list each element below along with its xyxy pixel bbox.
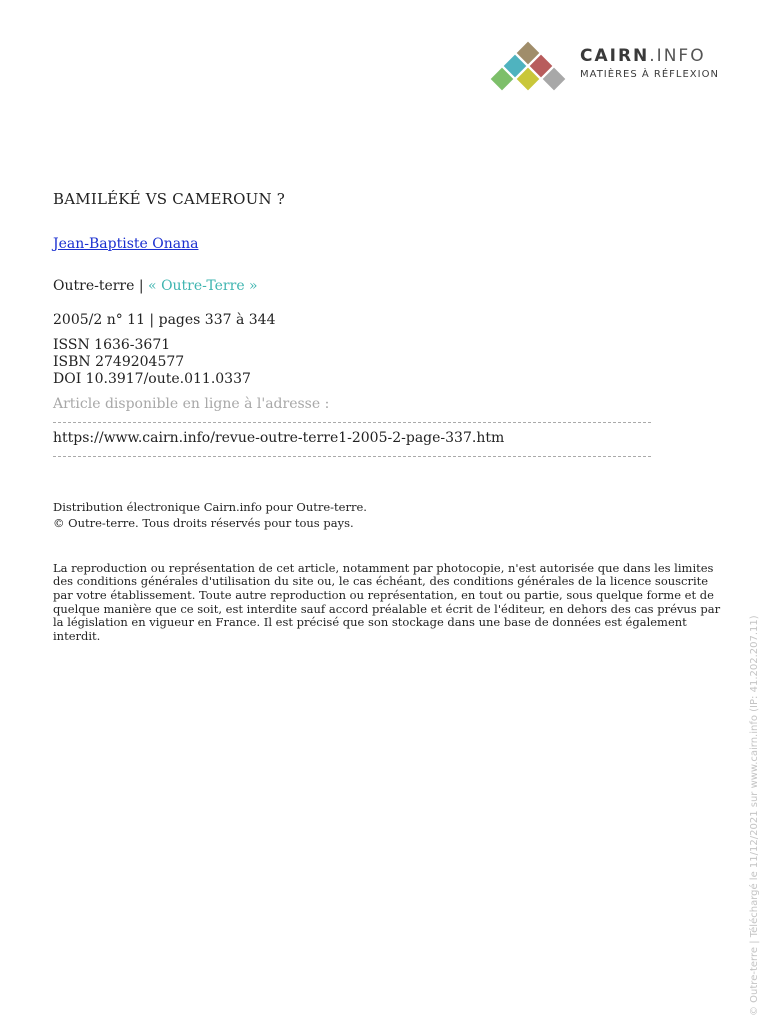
available-online-label: Article disponible en ligne à l'adresse : [53, 396, 330, 412]
cairn-logo[interactable] [488, 42, 728, 92]
logo-name-rest: .INFO [649, 46, 706, 66]
isbn: ISBN 2749204577 [53, 354, 185, 370]
distribution-line: Distribution électronique Cairn.info pour Outre-terre. [53, 500, 367, 514]
article-title: BAMILÉKÉ VS CAMEROUN ? [53, 190, 286, 208]
logo-name-bold: CAIRN [580, 46, 650, 66]
journal-name: « Outre-Terre » [148, 278, 258, 294]
doi: DOI 10.3917/oute.011.0337 [53, 371, 251, 387]
issue-pages: 2005/2 n° 11 | pages 337 à 344 [53, 312, 276, 328]
publication-source [53, 278, 258, 294]
logo-tagline: MATIÈRES À RÉFLEXION [580, 69, 719, 80]
download-watermark: © Outre-terre | Téléchargé le 11/12/2021 sur www.cairn.info (IP: 41.202.207.11) [749, 615, 760, 1016]
reproduction-notice: La reproduction ou représentation de cet article, notamment par photocopie, n'est autorisée que dans les limites des conditions générales d'utilisation du site ou, le cas échéant, des conditions générales de la licence souscrite par votre établissement. Toute autre reproduction ou représentation, en tout ou partie, sous quelque forme et de quelque manière que ce soit, est interdite sauf accord préalable et écrit de l'éditeur, en dehors des cas prévus par la législation en vigueur en France. Il est précisé que son stockage dans une base de données est également interdit. [53, 560, 721, 644]
copyright-line: © Outre-terre. Tous droits réservés pour tous pays. [53, 516, 354, 530]
url-divider-top [53, 422, 651, 423]
author-link[interactable]: Jean-Baptiste Onana [53, 236, 199, 252]
url-divider-bottom [53, 456, 651, 457]
issn: ISSN 1636-3671 [53, 337, 171, 353]
article-url-link[interactable]: https://www.cairn.info/revue-outre-terre1-2005-2-page-337.htm [53, 430, 505, 446]
cairn-logo-icon [488, 42, 570, 92]
source-separator: | [134, 278, 149, 294]
logo-wordmark [580, 46, 706, 66]
publisher-name: Outre-terre [53, 278, 135, 294]
